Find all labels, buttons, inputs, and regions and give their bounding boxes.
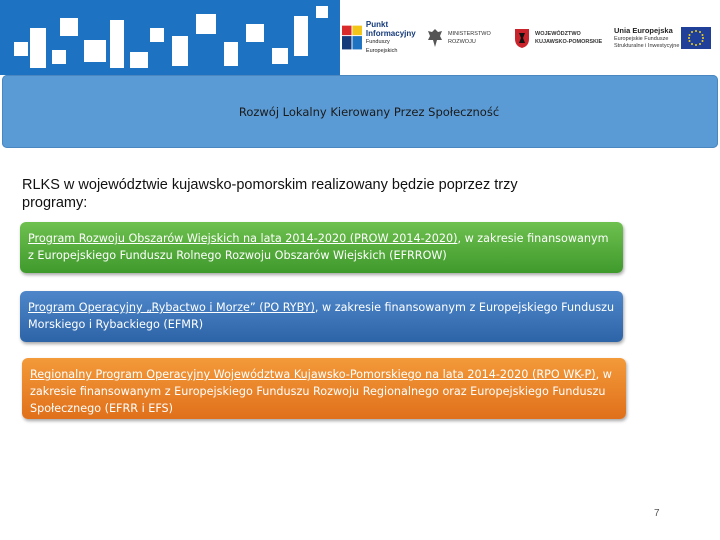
decor-square <box>60 18 78 36</box>
decor-square <box>14 42 28 56</box>
program-box-prow <box>20 222 623 273</box>
fe-logo-icon <box>342 23 363 53</box>
polish-eagle-icon <box>427 27 443 49</box>
ministry-logo-line1: MINISTERSTWO <box>448 31 491 37</box>
header-decoration <box>0 0 340 75</box>
page-number: 7 <box>654 508 660 519</box>
header-bar <box>0 0 720 75</box>
program-description-po-ryby: , w zakresie finansowanym z Europejskiego Funduszu Morskiego i Rybackiego (EFMR) <box>28 301 615 331</box>
ministry-logo-line2: ROZWOJU <box>448 39 476 45</box>
decor-square <box>110 20 124 68</box>
funds-logo-line1: Punkt <box>365 20 389 29</box>
eu-flag-icon <box>681 27 711 49</box>
decor-square <box>150 28 164 42</box>
eu-logo-line1: Europejskie Fundusze <box>614 36 669 42</box>
decor-square <box>196 14 216 34</box>
decor-square <box>30 28 46 68</box>
program-description-rpo: , w zakresie finansowanym z Europejskiego Funduszu Rozwoju Regionalnego oraz Europejskiego Funduszu Społecznego (EFRR i EFS) <box>30 368 612 415</box>
intro-text: RLKS w województwie kujawsko-pomorskim realizowany będzie poprzez trzy programy: <box>22 177 518 211</box>
decor-square <box>84 40 106 62</box>
program-name-po-ryby[interactable]: Program Operacyjny „Rybactwo i Morze” (PO RYBY) <box>28 301 315 314</box>
griffin-crest-icon <box>514 27 530 49</box>
decor-square <box>172 36 188 66</box>
eu-logo <box>614 12 718 64</box>
ministry-logo <box>427 12 497 64</box>
slide-title: Rozwój Lokalny Kierowany Przez Społeczność <box>238 104 500 119</box>
funds-logo <box>342 12 420 64</box>
decor-square <box>224 42 238 66</box>
program-box-po-ryby <box>20 291 623 342</box>
decor-square <box>294 16 308 56</box>
program-description-prow: , w zakresie finansowanym z Europejskiego Funduszu Rolnego Rozwoju Obszarów Wiejskich (EFRROW) <box>28 232 609 262</box>
decor-square <box>316 6 328 18</box>
funds-logo-line2: Informacyjny <box>365 28 416 38</box>
eu-logo-line2: Strukturalne i Inwestycyjne <box>614 43 680 49</box>
decor-square <box>246 24 264 42</box>
title-band <box>2 75 718 148</box>
region-logo <box>514 12 606 64</box>
region-logo-line2: KUJAWSKO-POMORSKIE <box>535 39 603 45</box>
decor-square <box>52 50 66 64</box>
eu-logo-title: Unia Europejska <box>614 26 673 35</box>
program-name-prow[interactable]: Program Rozwoju Obszarów Wiejskich na lata 2014-2020 (PROW 2014-2020) <box>28 232 458 245</box>
funds-logo-line3: Funduszy Europejskich <box>365 39 398 54</box>
decor-square <box>272 48 288 64</box>
region-logo-line1: WOJEWÓDZTWO <box>535 31 581 37</box>
program-box-rpo <box>22 358 626 419</box>
program-name-rpo[interactable]: Regionalny Program Operacyjny Województwa Kujawsko-Pomorskiego na lata 2014-2020 (RPO WK-P) <box>30 368 596 381</box>
decor-square <box>130 52 148 68</box>
